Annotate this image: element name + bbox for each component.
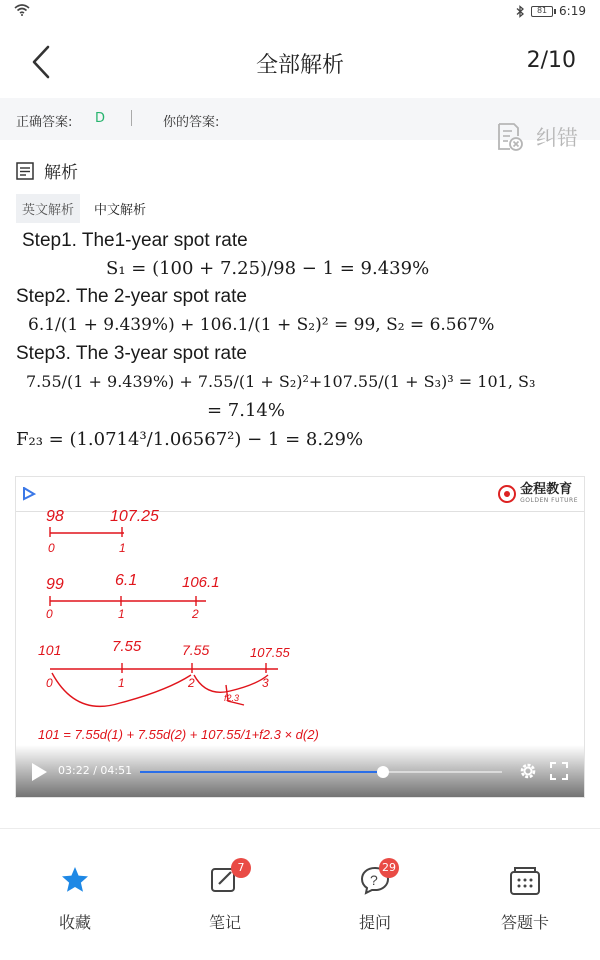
hw-107-55: 107.55 <box>250 645 290 660</box>
bottom-tab-bar <box>0 860 600 960</box>
page-title: 全部解析 <box>255 53 344 78</box>
ask-button[interactable] <box>315 860 435 933</box>
play-icon[interactable] <box>32 763 47 781</box>
bluetooth-icon <box>516 5 525 18</box>
status-time: 6:19 <box>559 4 586 18</box>
status-bar <box>0 0 600 26</box>
report-error-button[interactable] <box>496 122 578 152</box>
battery-icon <box>531 6 553 17</box>
hw-98: 98 <box>46 508 64 525</box>
arc-2-3 <box>194 675 268 692</box>
document-icon <box>16 162 34 180</box>
divider <box>131 110 132 126</box>
equation-1: S₁ = (100 + 7.25)/98 − 1 = 9.439% <box>106 258 430 279</box>
nav-bar <box>0 26 600 98</box>
notes-badge: 7 <box>231 858 251 878</box>
report-label: 纠错 <box>536 126 578 150</box>
fullscreen-icon[interactable] <box>549 761 569 781</box>
hw-7-55-b: 7.55 <box>182 642 210 658</box>
step1-text: Step1. The1-year spot rate <box>22 230 248 251</box>
hw-0-b: 0 <box>46 607 53 621</box>
hw-0-a: 0 <box>48 541 55 555</box>
equation-4: F₂₃ = (1.0714³/1.06567²) − 1 = 8.29% <box>16 429 364 450</box>
brand-name-en: GOLDEN FUTURE <box>520 497 578 504</box>
favorite-label: 收藏 <box>58 913 91 932</box>
hw-2-b: 2 <box>192 607 199 621</box>
video-time: 03:22 / 04:51 <box>58 764 133 777</box>
wifi-icon <box>14 4 30 16</box>
hw-6-1: 6.1 <box>115 572 138 589</box>
step2-text: Step2. The 2-year spot rate <box>16 286 247 307</box>
page-counter: 2/10 <box>526 48 576 73</box>
divider <box>0 828 600 829</box>
hw-f23: f2.3 <box>224 693 240 703</box>
hw-106-1: 106.1 <box>182 574 220 591</box>
analysis-title: 解析 <box>44 163 78 183</box>
video-controls <box>16 745 585 797</box>
ask-label: 提问 <box>358 913 391 932</box>
hw-0-c: 0 <box>46 676 53 690</box>
svg-text:?: ? <box>370 872 378 888</box>
hw-1-b: 1 <box>118 607 125 621</box>
handwritten-whiteboard <box>16 477 585 767</box>
correct-answer-value: D <box>95 111 106 126</box>
progress-fill <box>140 771 383 773</box>
progress-track[interactable] <box>140 771 502 773</box>
ask-badge: 29 <box>379 858 399 878</box>
analysis-heading <box>16 158 78 183</box>
hw-101: 101 <box>38 642 62 658</box>
hw-1-a: 1 <box>119 541 126 555</box>
settings-gear-icon[interactable] <box>518 761 538 781</box>
hw-formula: 101 = 7.55d(1) + 7.55d(2) + 107.55/1+f2.3 × d(2) <box>38 727 319 742</box>
progress-knob[interactable] <box>377 766 389 778</box>
equation-3a: 7.55/(1 + 9.439%) + 7.55/(1 + S₂)²+107.55/(1 + S₃)³ = 101, S₃ <box>26 372 536 391</box>
correct-answer-label: 正确答案: <box>16 115 73 130</box>
hw-2-c: 2 <box>188 676 195 690</box>
answer-card-icon <box>508 864 542 896</box>
hw-107-25: 107.25 <box>110 508 159 525</box>
hw-3-c: 3 <box>262 676 269 690</box>
analysis-tabs <box>16 194 152 223</box>
tab-chinese[interactable]: 中文解析 <box>94 203 147 218</box>
step3-text: Step3. The 3-year spot rate <box>16 343 247 364</box>
favorite-button[interactable] <box>15 860 135 933</box>
star-icon <box>60 865 90 895</box>
answer-card-label: 答题卡 <box>500 913 549 932</box>
hw-99: 99 <box>46 576 64 593</box>
video-player[interactable] <box>15 476 585 798</box>
notes-label: 笔记 <box>208 913 241 932</box>
brand-name-cn: 金程教育 <box>520 482 573 497</box>
equation-3b: = 7.14% <box>207 400 285 421</box>
battery-level: 81 <box>536 5 548 15</box>
notes-button[interactable] <box>165 860 285 933</box>
hw-1-c: 1 <box>118 676 125 690</box>
tab-english[interactable]: 英文解析 <box>16 194 80 223</box>
hw-7-55-a: 7.55 <box>112 638 142 655</box>
your-answer-label: 你的答案: <box>163 115 220 130</box>
report-icon <box>496 122 524 152</box>
answer-card-button[interactable] <box>465 860 585 933</box>
equation-2: 6.1/(1 + 9.439%) + 106.1/(1 + S₂)² = 99, S₂ = 6.567% <box>28 315 495 335</box>
